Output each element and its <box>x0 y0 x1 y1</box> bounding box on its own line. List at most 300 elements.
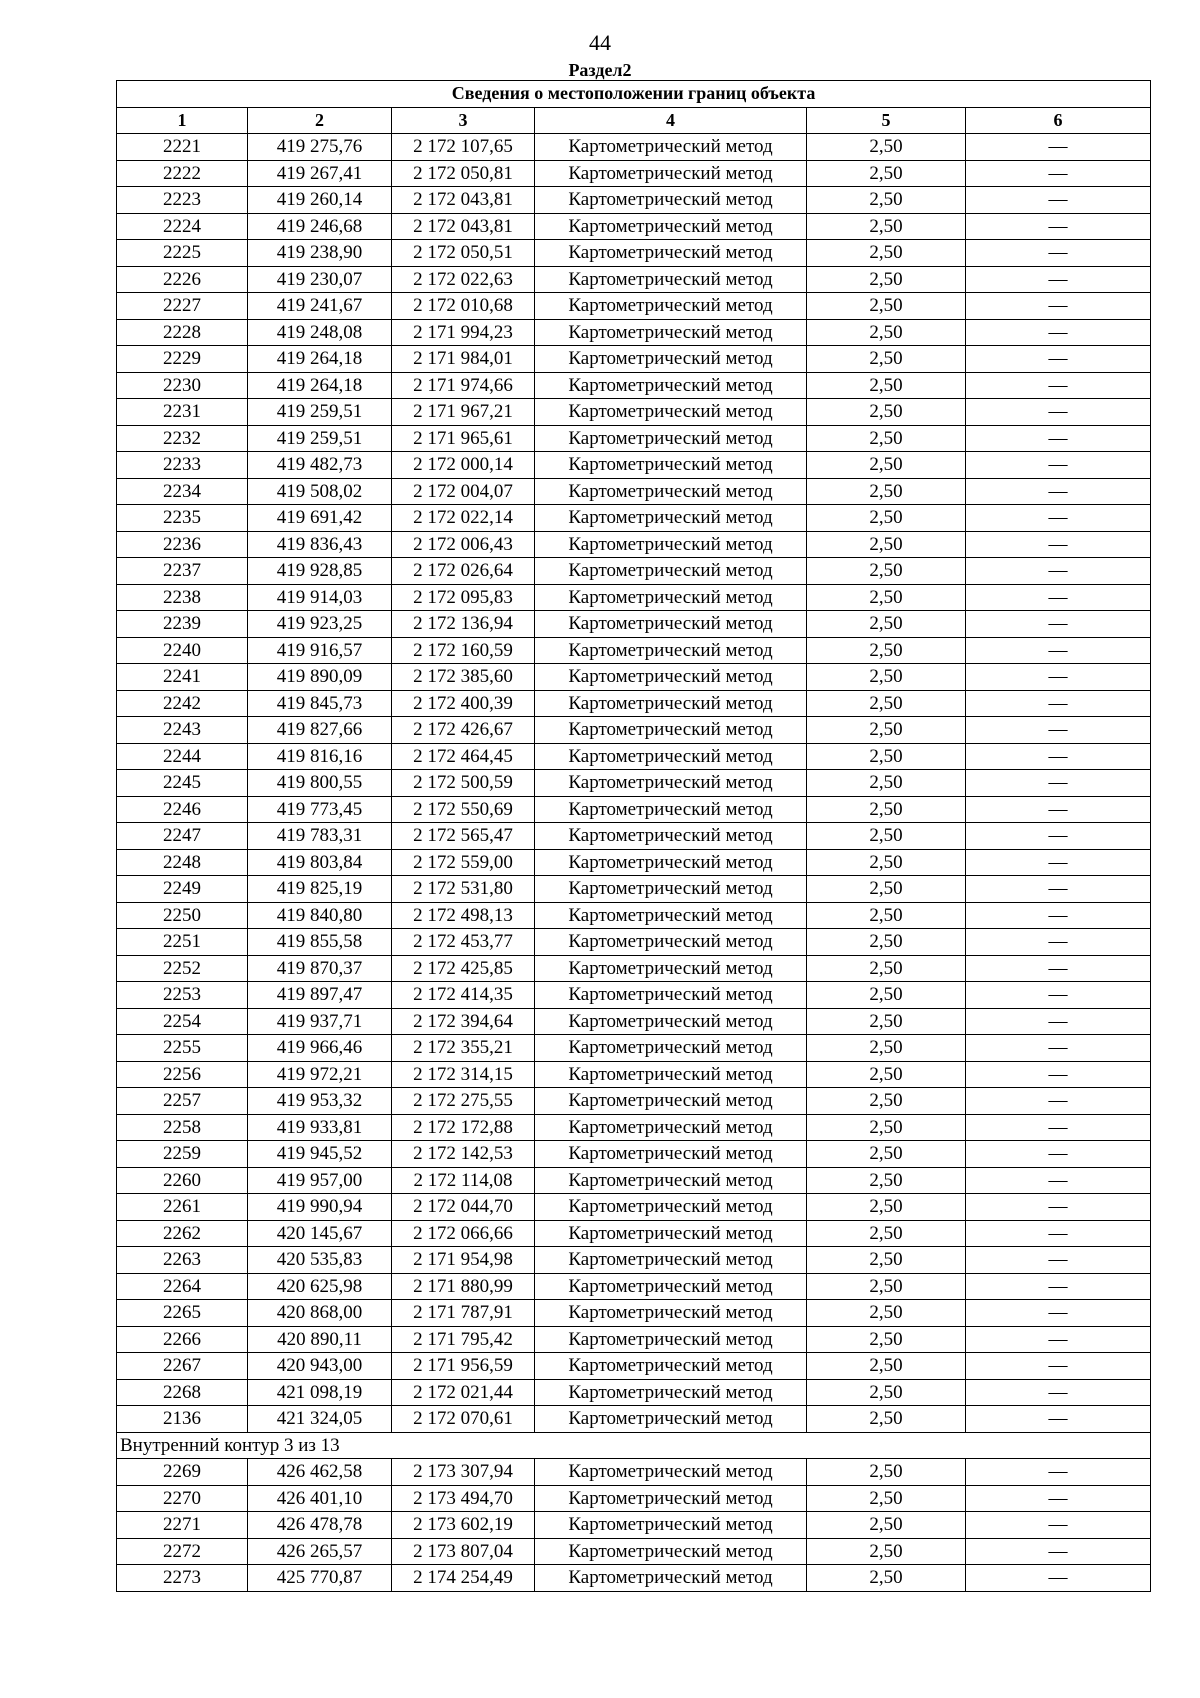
point-number-cell: 2264 <box>117 1273 248 1300</box>
method-cell: Картометрический метод <box>535 1141 807 1168</box>
y-coordinate-cell: 2 172 550,69 <box>392 796 535 823</box>
point-number-cell: 2271 <box>117 1512 248 1539</box>
point-number-cell: 2228 <box>117 319 248 346</box>
x-coordinate-cell: 419 897,47 <box>248 982 392 1009</box>
table-row <box>117 240 1151 267</box>
x-coordinate-cell: 420 943,00 <box>248 1353 392 1380</box>
table-row <box>117 1512 1151 1539</box>
x-coordinate-cell: 419 825,19 <box>248 876 392 903</box>
y-coordinate-cell: 2 172 565,47 <box>392 823 535 850</box>
x-coordinate-cell: 419 691,42 <box>248 505 392 532</box>
description-cell: — <box>966 1114 1151 1141</box>
table-row <box>117 1220 1151 1247</box>
y-coordinate-cell: 2 172 531,80 <box>392 876 535 903</box>
x-coordinate-cell: 421 324,05 <box>248 1406 392 1433</box>
accuracy-cell: 2,50 <box>807 823 966 850</box>
table-row <box>117 1300 1151 1327</box>
method-cell: Картометрический метод <box>535 1061 807 1088</box>
x-coordinate-cell: 419 800,55 <box>248 770 392 797</box>
method-cell: Картометрический метод <box>535 558 807 585</box>
x-coordinate-cell: 419 827,66 <box>248 717 392 744</box>
point-number-cell: 2260 <box>117 1167 248 1194</box>
table-row <box>117 611 1151 638</box>
table-row <box>117 690 1151 717</box>
accuracy-cell: 2,50 <box>807 743 966 770</box>
y-coordinate-cell: 2 172 275,55 <box>392 1088 535 1115</box>
accuracy-cell: 2,50 <box>807 478 966 505</box>
table-caption-row <box>117 81 1151 108</box>
accuracy-cell: 2,50 <box>807 1194 966 1221</box>
point-number-cell: 2242 <box>117 690 248 717</box>
table-header-row <box>117 107 1151 134</box>
method-cell: Картометрический метод <box>535 717 807 744</box>
x-coordinate-cell: 419 923,25 <box>248 611 392 638</box>
method-cell: Картометрический метод <box>535 1565 807 1592</box>
x-coordinate-cell: 419 816,16 <box>248 743 392 770</box>
x-coordinate-cell: 419 773,45 <box>248 796 392 823</box>
point-number-cell: 2256 <box>117 1061 248 1088</box>
description-cell: — <box>966 849 1151 876</box>
column-header: 6 <box>966 107 1151 134</box>
y-coordinate-cell: 2 172 142,53 <box>392 1141 535 1168</box>
x-coordinate-cell: 419 803,84 <box>248 849 392 876</box>
y-coordinate-cell: 2 171 956,59 <box>392 1353 535 1380</box>
method-cell: Картометрический метод <box>535 902 807 929</box>
y-coordinate-cell: 2 172 026,64 <box>392 558 535 585</box>
description-cell: — <box>966 1220 1151 1247</box>
table-row <box>117 134 1151 161</box>
point-number-cell: 2269 <box>117 1459 248 1486</box>
point-number-cell: 2259 <box>117 1141 248 1168</box>
accuracy-cell: 2,50 <box>807 1459 966 1486</box>
accuracy-cell: 2,50 <box>807 1406 966 1433</box>
y-coordinate-cell: 2 172 043,81 <box>392 213 535 240</box>
point-number-cell: 2262 <box>117 1220 248 1247</box>
x-coordinate-cell: 419 855,58 <box>248 929 392 956</box>
description-cell: — <box>966 346 1151 373</box>
accuracy-cell: 2,50 <box>807 796 966 823</box>
description-cell: — <box>966 1141 1151 1168</box>
method-cell: Картометрический метод <box>535 1485 807 1512</box>
y-coordinate-cell: 2 172 425,85 <box>392 955 535 982</box>
x-coordinate-cell: 419 264,18 <box>248 372 392 399</box>
point-number-cell: 2235 <box>117 505 248 532</box>
point-number-cell: 2258 <box>117 1114 248 1141</box>
method-cell: Картометрический метод <box>535 1406 807 1433</box>
description-cell: — <box>966 1008 1151 1035</box>
point-number-cell: 2227 <box>117 293 248 320</box>
y-coordinate-cell: 2 172 559,00 <box>392 849 535 876</box>
point-number-cell: 2237 <box>117 558 248 585</box>
table-row <box>117 293 1151 320</box>
x-coordinate-cell: 419 482,73 <box>248 452 392 479</box>
description-cell: — <box>966 1538 1151 1565</box>
y-coordinate-cell: 2 172 006,43 <box>392 531 535 558</box>
column-header: 3 <box>392 107 535 134</box>
accuracy-cell: 2,50 <box>807 690 966 717</box>
accuracy-cell: 2,50 <box>807 637 966 664</box>
method-cell: Картометрический метод <box>535 955 807 982</box>
table-row <box>117 1273 1151 1300</box>
accuracy-cell: 2,50 <box>807 1141 966 1168</box>
method-cell: Картометрический метод <box>535 293 807 320</box>
y-coordinate-cell: 2 171 787,91 <box>392 1300 535 1327</box>
y-coordinate-cell: 2 171 965,61 <box>392 425 535 452</box>
accuracy-cell: 2,50 <box>807 876 966 903</box>
y-coordinate-cell: 2 171 994,23 <box>392 319 535 346</box>
y-coordinate-cell: 2 171 974,66 <box>392 372 535 399</box>
table-row <box>117 558 1151 585</box>
description-cell: — <box>966 1565 1151 1592</box>
table-row <box>117 425 1151 452</box>
point-number-cell: 2239 <box>117 611 248 638</box>
y-coordinate-cell: 2 174 254,49 <box>392 1565 535 1592</box>
method-cell: Картометрический метод <box>535 1538 807 1565</box>
description-cell: — <box>966 319 1151 346</box>
column-header: 2 <box>248 107 392 134</box>
method-cell: Картометрический метод <box>535 187 807 214</box>
description-cell: — <box>966 982 1151 1009</box>
table-row <box>117 531 1151 558</box>
accuracy-cell: 2,50 <box>807 1485 966 1512</box>
description-cell: — <box>966 266 1151 293</box>
method-cell: Картометрический метод <box>535 531 807 558</box>
table-row <box>117 1565 1151 1592</box>
table-caption: Сведения о местоположении границ объекта <box>117 81 1151 108</box>
point-number-cell: 2231 <box>117 399 248 426</box>
description-cell: — <box>966 478 1151 505</box>
point-number-cell: 2251 <box>117 929 248 956</box>
y-coordinate-cell: 2 173 494,70 <box>392 1485 535 1512</box>
accuracy-cell: 2,50 <box>807 372 966 399</box>
accuracy-cell: 2,50 <box>807 611 966 638</box>
point-number-cell: 2244 <box>117 743 248 770</box>
method-cell: Картометрический метод <box>535 478 807 505</box>
point-number-cell: 2270 <box>117 1485 248 1512</box>
section-title: Раздел2 <box>568 60 632 80</box>
method-cell: Картометрический метод <box>535 1035 807 1062</box>
x-coordinate-cell: 419 870,37 <box>248 955 392 982</box>
accuracy-cell: 2,50 <box>807 1114 966 1141</box>
accuracy-cell: 2,50 <box>807 160 966 187</box>
accuracy-cell: 2,50 <box>807 1326 966 1353</box>
method-cell: Картометрический метод <box>535 743 807 770</box>
method-cell: Картометрический метод <box>535 690 807 717</box>
x-coordinate-cell: 420 868,00 <box>248 1300 392 1327</box>
method-cell: Картометрический метод <box>535 425 807 452</box>
x-coordinate-cell: 425 770,87 <box>248 1565 392 1592</box>
table-row <box>117 955 1151 982</box>
point-number-cell: 2249 <box>117 876 248 903</box>
point-number-cell: 2230 <box>117 372 248 399</box>
y-coordinate-cell: 2 172 498,13 <box>392 902 535 929</box>
x-coordinate-cell: 419 246,68 <box>248 213 392 240</box>
method-cell: Картометрический метод <box>535 637 807 664</box>
y-coordinate-cell: 2 172 464,45 <box>392 743 535 770</box>
description-cell: — <box>966 1353 1151 1380</box>
description-cell: — <box>966 134 1151 161</box>
description-cell: — <box>966 876 1151 903</box>
x-coordinate-cell: 419 966,46 <box>248 1035 392 1062</box>
accuracy-cell: 2,50 <box>807 1088 966 1115</box>
table-row <box>117 452 1151 479</box>
table-row <box>117 1061 1151 1088</box>
y-coordinate-cell: 2 171 880,99 <box>392 1273 535 1300</box>
table-row <box>117 1194 1151 1221</box>
x-coordinate-cell: 419 230,07 <box>248 266 392 293</box>
method-cell: Картометрический метод <box>535 876 807 903</box>
table-row <box>117 849 1151 876</box>
column-header: 5 <box>807 107 966 134</box>
description-cell: — <box>966 770 1151 797</box>
x-coordinate-cell: 420 145,67 <box>248 1220 392 1247</box>
point-number-cell: 2223 <box>117 187 248 214</box>
x-coordinate-cell: 419 238,90 <box>248 240 392 267</box>
table-row <box>117 478 1151 505</box>
accuracy-cell: 2,50 <box>807 134 966 161</box>
table-row <box>117 902 1151 929</box>
accuracy-cell: 2,50 <box>807 240 966 267</box>
accuracy-cell: 2,50 <box>807 982 966 1009</box>
table-row <box>117 1141 1151 1168</box>
boundary-coordinates-table <box>116 80 1151 1592</box>
accuracy-cell: 2,50 <box>807 717 966 744</box>
point-number-cell: 2265 <box>117 1300 248 1327</box>
method-cell: Картометрический метод <box>535 1379 807 1406</box>
point-number-cell: 2247 <box>117 823 248 850</box>
y-coordinate-cell: 2 172 022,63 <box>392 266 535 293</box>
column-header: 4 <box>535 107 807 134</box>
description-cell: — <box>966 1035 1151 1062</box>
method-cell: Картометрический метод <box>535 849 807 876</box>
x-coordinate-cell: 419 916,57 <box>248 637 392 664</box>
page-number: 44 <box>589 30 611 55</box>
y-coordinate-cell: 2 171 954,98 <box>392 1247 535 1274</box>
description-cell: — <box>966 1459 1151 1486</box>
x-coordinate-cell: 419 259,51 <box>248 399 392 426</box>
method-cell: Картометрический метод <box>535 452 807 479</box>
y-coordinate-cell: 2 172 355,21 <box>392 1035 535 1062</box>
description-cell: — <box>966 240 1151 267</box>
y-coordinate-cell: 2 172 044,70 <box>392 1194 535 1221</box>
method-cell: Картометрический метод <box>535 319 807 346</box>
table-row <box>117 505 1151 532</box>
description-cell: — <box>966 1512 1151 1539</box>
accuracy-cell: 2,50 <box>807 1008 966 1035</box>
table-row <box>117 1008 1151 1035</box>
accuracy-cell: 2,50 <box>807 1220 966 1247</box>
description-cell: — <box>966 823 1151 850</box>
accuracy-cell: 2,50 <box>807 1512 966 1539</box>
y-coordinate-cell: 2 172 004,07 <box>392 478 535 505</box>
table-row <box>117 187 1151 214</box>
description-cell: — <box>966 160 1151 187</box>
point-number-cell: 2245 <box>117 770 248 797</box>
x-coordinate-cell: 419 783,31 <box>248 823 392 850</box>
accuracy-cell: 2,50 <box>807 849 966 876</box>
table-row <box>117 319 1151 346</box>
point-number-cell: 2272 <box>117 1538 248 1565</box>
table-row <box>117 1353 1151 1380</box>
x-coordinate-cell: 420 890,11 <box>248 1326 392 1353</box>
method-cell: Картометрический метод <box>535 346 807 373</box>
description-cell: — <box>966 1300 1151 1327</box>
method-cell: Картометрический метод <box>535 929 807 956</box>
accuracy-cell: 2,50 <box>807 213 966 240</box>
point-number-cell: 2236 <box>117 531 248 558</box>
x-coordinate-cell: 426 401,10 <box>248 1485 392 1512</box>
contour-subheading-row <box>117 1432 1151 1459</box>
accuracy-cell: 2,50 <box>807 1273 966 1300</box>
point-number-cell: 2253 <box>117 982 248 1009</box>
description-cell: — <box>966 637 1151 664</box>
table-row <box>117 1538 1151 1565</box>
table-body <box>117 134 1151 1592</box>
table-row <box>117 1088 1151 1115</box>
x-coordinate-cell: 419 845,73 <box>248 690 392 717</box>
y-coordinate-cell: 2 172 385,60 <box>392 664 535 691</box>
y-coordinate-cell: 2 173 307,94 <box>392 1459 535 1486</box>
x-coordinate-cell: 419 990,94 <box>248 1194 392 1221</box>
y-coordinate-cell: 2 171 984,01 <box>392 346 535 373</box>
table-row <box>117 266 1151 293</box>
table-row <box>117 1406 1151 1433</box>
method-cell: Картометрический метод <box>535 1512 807 1539</box>
accuracy-cell: 2,50 <box>807 319 966 346</box>
x-coordinate-cell: 420 625,98 <box>248 1273 392 1300</box>
method-cell: Картометрический метод <box>535 1008 807 1035</box>
accuracy-cell: 2,50 <box>807 558 966 585</box>
point-number-cell: 2238 <box>117 584 248 611</box>
x-coordinate-cell: 419 275,76 <box>248 134 392 161</box>
table-row <box>117 1114 1151 1141</box>
description-cell: — <box>966 1247 1151 1274</box>
table-row <box>117 346 1151 373</box>
accuracy-cell: 2,50 <box>807 425 966 452</box>
x-coordinate-cell: 419 260,14 <box>248 187 392 214</box>
x-coordinate-cell: 419 928,85 <box>248 558 392 585</box>
accuracy-cell: 2,50 <box>807 531 966 558</box>
method-cell: Картометрический метод <box>535 1194 807 1221</box>
description-cell: — <box>966 452 1151 479</box>
description-cell: — <box>966 1379 1151 1406</box>
accuracy-cell: 2,50 <box>807 1565 966 1592</box>
description-cell: — <box>966 664 1151 691</box>
accuracy-cell: 2,50 <box>807 452 966 479</box>
accuracy-cell: 2,50 <box>807 1247 966 1274</box>
x-coordinate-cell: 420 535,83 <box>248 1247 392 1274</box>
point-number-cell: 2240 <box>117 637 248 664</box>
method-cell: Картометрический метод <box>535 160 807 187</box>
table-row <box>117 717 1151 744</box>
accuracy-cell: 2,50 <box>807 770 966 797</box>
description-cell: — <box>966 955 1151 982</box>
method-cell: Картометрический метод <box>535 1167 807 1194</box>
description-cell: — <box>966 1061 1151 1088</box>
table-row <box>117 1459 1151 1486</box>
x-coordinate-cell: 419 890,09 <box>248 664 392 691</box>
description-cell: — <box>966 796 1151 823</box>
accuracy-cell: 2,50 <box>807 1538 966 1565</box>
description-cell: — <box>966 611 1151 638</box>
method-cell: Картометрический метод <box>535 266 807 293</box>
accuracy-cell: 2,50 <box>807 1061 966 1088</box>
table-row <box>117 1167 1151 1194</box>
method-cell: Картометрический метод <box>535 372 807 399</box>
table-row <box>117 1326 1151 1353</box>
x-coordinate-cell: 419 914,03 <box>248 584 392 611</box>
point-number-cell: 2234 <box>117 478 248 505</box>
method-cell: Картометрический метод <box>535 796 807 823</box>
table-row <box>117 1485 1151 1512</box>
method-cell: Картометрический метод <box>535 399 807 426</box>
method-cell: Картометрический метод <box>535 1088 807 1115</box>
method-cell: Картометрический метод <box>535 1326 807 1353</box>
accuracy-cell: 2,50 <box>807 1353 966 1380</box>
method-cell: Картометрический метод <box>535 505 807 532</box>
table-row <box>117 929 1151 956</box>
y-coordinate-cell: 2 172 394,64 <box>392 1008 535 1035</box>
point-number-cell: 2226 <box>117 266 248 293</box>
table-row <box>117 1379 1151 1406</box>
point-number-cell: 2254 <box>117 1008 248 1035</box>
description-cell: — <box>966 531 1151 558</box>
point-number-cell: 2229 <box>117 346 248 373</box>
method-cell: Картометрический метод <box>535 611 807 638</box>
point-number-cell: 2250 <box>117 902 248 929</box>
accuracy-cell: 2,50 <box>807 955 966 982</box>
table-row <box>117 399 1151 426</box>
accuracy-cell: 2,50 <box>807 1167 966 1194</box>
table-row <box>117 637 1151 664</box>
description-cell: — <box>966 1406 1151 1433</box>
x-coordinate-cell: 426 265,57 <box>248 1538 392 1565</box>
y-coordinate-cell: 2 173 807,04 <box>392 1538 535 1565</box>
y-coordinate-cell: 2 172 066,66 <box>392 1220 535 1247</box>
point-number-cell: 2267 <box>117 1353 248 1380</box>
description-cell: — <box>966 743 1151 770</box>
y-coordinate-cell: 2 171 795,42 <box>392 1326 535 1353</box>
accuracy-cell: 2,50 <box>807 1035 966 1062</box>
accuracy-cell: 2,50 <box>807 902 966 929</box>
description-cell: — <box>966 1485 1151 1512</box>
y-coordinate-cell: 2 172 050,51 <box>392 240 535 267</box>
accuracy-cell: 2,50 <box>807 293 966 320</box>
point-number-cell: 2263 <box>117 1247 248 1274</box>
description-cell: — <box>966 717 1151 744</box>
y-coordinate-cell: 2 172 414,35 <box>392 982 535 1009</box>
description-cell: — <box>966 1194 1151 1221</box>
table-row <box>117 664 1151 691</box>
x-coordinate-cell: 419 508,02 <box>248 478 392 505</box>
y-coordinate-cell: 2 172 022,14 <box>392 505 535 532</box>
x-coordinate-cell: 426 462,58 <box>248 1459 392 1486</box>
point-number-cell: 2248 <box>117 849 248 876</box>
y-coordinate-cell: 2 172 400,39 <box>392 690 535 717</box>
point-number-cell: 2224 <box>117 213 248 240</box>
description-cell: — <box>966 399 1151 426</box>
y-coordinate-cell: 2 172 114,08 <box>392 1167 535 1194</box>
method-cell: Картометрический метод <box>535 664 807 691</box>
y-coordinate-cell: 2 172 172,88 <box>392 1114 535 1141</box>
method-cell: Картометрический метод <box>535 1220 807 1247</box>
accuracy-cell: 2,50 <box>807 929 966 956</box>
description-cell: — <box>966 213 1151 240</box>
method-cell: Картометрический метод <box>535 134 807 161</box>
y-coordinate-cell: 2 172 160,59 <box>392 637 535 664</box>
y-coordinate-cell: 2 172 314,15 <box>392 1061 535 1088</box>
method-cell: Картометрический метод <box>535 770 807 797</box>
